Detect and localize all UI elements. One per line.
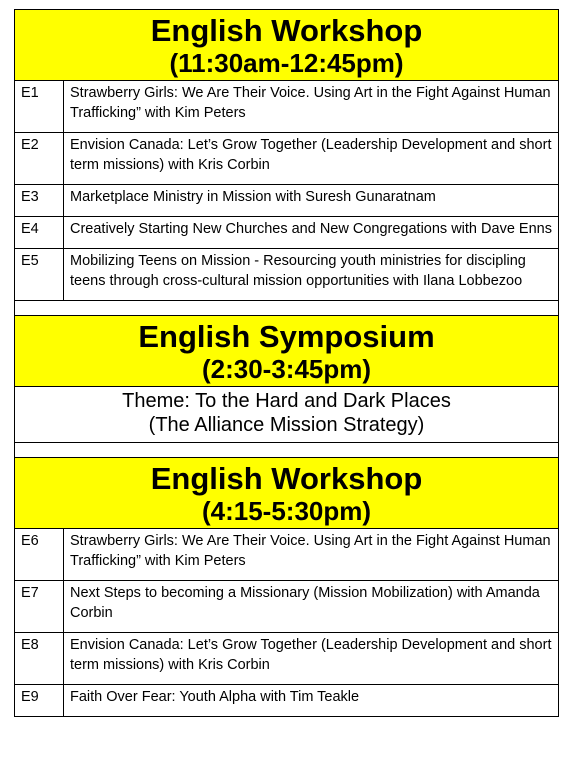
workshop1-time: (11:30am-12:45pm) — [169, 48, 404, 78]
workshop1-title: English Workshop — [150, 13, 423, 48]
symposium-time: (2:30-3:45pm) — [201, 354, 372, 384]
symposium-title: English Symposium — [138, 319, 435, 354]
session-description: Envision Canada: Let’s Grow Together (Leadership Development and short term missions) with Kris Corbin — [64, 133, 559, 185]
symposium-theme — [15, 387, 559, 443]
symposium-theme-row — [15, 387, 559, 443]
session-code: E3 — [15, 185, 64, 217]
schedule-document — [14, 9, 558, 717]
spacer-cell — [15, 301, 559, 316]
table-row — [15, 133, 559, 185]
symposium-header — [15, 316, 559, 387]
session-code: E6 — [15, 529, 64, 581]
session-description: Mobilizing Teens on Mission - Resourcing youth ministries for discipling teens through cross-cultural mission opportunities with Ilana Lobbezoo — [64, 249, 559, 301]
session-code: E7 — [15, 581, 64, 633]
workshop2-header-row — [15, 458, 559, 529]
table-row — [15, 217, 559, 249]
workshop2-header — [15, 458, 559, 529]
workshop1-header — [15, 10, 559, 81]
schedule-table — [14, 9, 559, 717]
session-code: E2 — [15, 133, 64, 185]
session-code: E9 — [15, 685, 64, 717]
session-code: E1 — [15, 81, 64, 133]
table-row — [15, 81, 559, 133]
symposium-header-row — [15, 316, 559, 387]
session-description: Envision Canada: Let’s Grow Together (Leadership Development and short term missions) with Kris Corbin — [64, 633, 559, 685]
session-description: Next Steps to becoming a Missionary (Mission Mobilization) with Amanda Corbin — [64, 581, 559, 633]
session-code: E8 — [15, 633, 64, 685]
workshop1-header-row — [15, 10, 559, 81]
workshop2-title: English Workshop — [150, 461, 423, 496]
table-row — [15, 185, 559, 217]
table-row — [15, 633, 559, 685]
session-description: Strawberry Girls: We Are Their Voice. Using Art in the Fight Against Human Trafficking” with Kim Peters — [64, 81, 559, 133]
session-code: E4 — [15, 217, 64, 249]
spacer-row — [15, 301, 559, 316]
theme-line-1: Theme: To the Hard and Dark Places — [122, 390, 451, 412]
theme-line-2: (The Alliance Mission Strategy) — [148, 414, 425, 436]
session-description: Faith Over Fear: Youth Alpha with Tim Teakle — [64, 685, 559, 717]
session-description: Strawberry Girls: We Are Their Voice. Using Art in the Fight Against Human Trafficking” with Kim Peters — [64, 529, 559, 581]
table-row — [15, 529, 559, 581]
session-description: Creatively Starting New Churches and New Congregations with Dave Enns — [64, 217, 559, 249]
spacer-row — [15, 443, 559, 458]
session-description: Marketplace Ministry in Mission with Suresh Gunaratnam — [64, 185, 559, 217]
session-code: E5 — [15, 249, 64, 301]
table-row — [15, 685, 559, 717]
spacer-cell — [15, 443, 559, 458]
workshop2-time: (4:15-5:30pm) — [201, 496, 372, 526]
table-row — [15, 249, 559, 301]
table-row — [15, 581, 559, 633]
